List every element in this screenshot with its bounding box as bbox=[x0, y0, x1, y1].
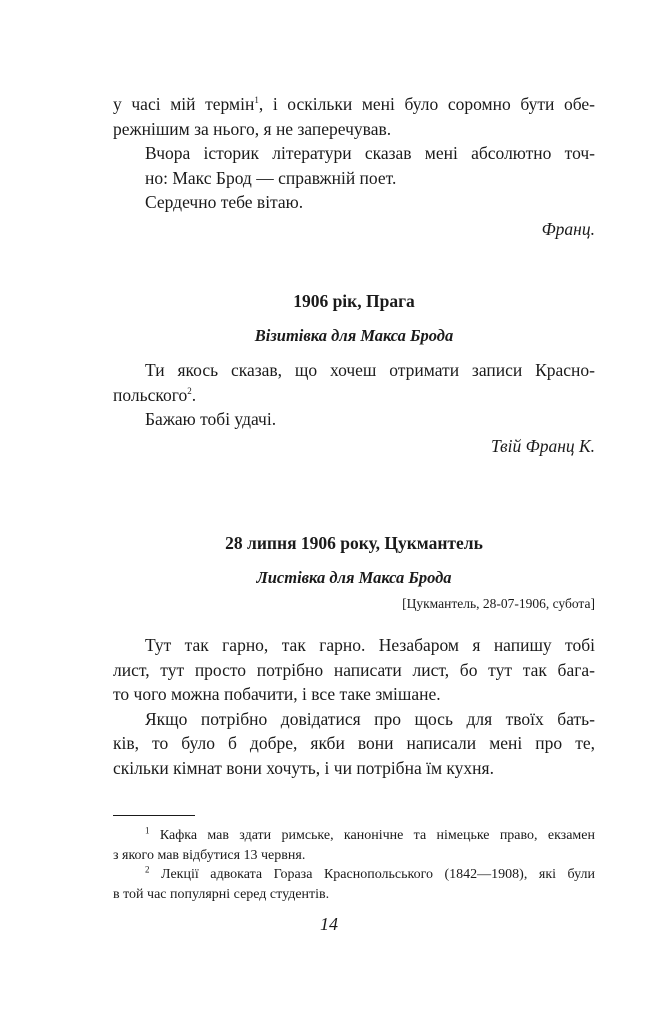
text-line bbox=[113, 92, 595, 117]
letter-subheading: Листівка для Макса Брода bbox=[256, 568, 452, 587]
text-line: скільки кімнат вони хочуть, і чи потрібна їм кухня. bbox=[113, 757, 494, 778]
text-line: режнішим за нього, я не заперечував. bbox=[113, 118, 392, 139]
text-line bbox=[113, 865, 595, 885]
text-line: Вчора історик літератури сказав мені абсолютно точ- bbox=[145, 143, 595, 163]
footnote-number: 1 bbox=[145, 825, 150, 836]
footnote-number: 2 bbox=[145, 864, 150, 875]
text-line: но: Макс Брод — справжній поет. bbox=[145, 167, 397, 188]
footnote-divider bbox=[113, 815, 195, 816]
footnote-ref: 1 bbox=[254, 95, 259, 106]
paragraph bbox=[113, 707, 595, 781]
text-line: то чого можна побачити, і все таке змішане. bbox=[113, 684, 441, 704]
paragraph bbox=[113, 92, 595, 141]
text-line bbox=[113, 383, 595, 408]
letter-heading: 1906 рік, Прага bbox=[293, 291, 415, 311]
text-fragment: , і оскільки мені було соромно бути обе- bbox=[258, 94, 595, 114]
text-fragment: Лекції адвоката Гораза Краснопольського (1842—1908), які були bbox=[161, 867, 596, 882]
page-number: 14 bbox=[320, 914, 338, 934]
page-body bbox=[113, 92, 595, 780]
footnote bbox=[113, 865, 595, 904]
text-fragment: польского bbox=[113, 384, 188, 405]
letter-subheading: Візитівка для Макса Брода bbox=[254, 326, 454, 345]
footnote-ref: 2 bbox=[187, 385, 192, 396]
paragraph: Бажаю тобі удачі. bbox=[145, 409, 277, 429]
paragraph: Сердечно тебе вітаю. bbox=[145, 192, 304, 212]
signature: Твій Франц К. bbox=[490, 435, 595, 456]
letter-heading: 28 липня 1906 року, Цукмантель bbox=[225, 533, 483, 553]
text-line bbox=[113, 826, 595, 846]
text-line: Якщо потрібно довідатися про щось для твоїх бать- bbox=[145, 708, 595, 729]
text-line: Тут так гарно, так гарно. Незабаром я напишу тобі bbox=[145, 635, 595, 655]
text-fragment: Кафка мав здати римське, канонічне та німецьке право, екзамен bbox=[159, 828, 595, 843]
footnotes bbox=[113, 826, 595, 904]
paragraph bbox=[113, 141, 595, 190]
dateline: [Цукмантель, 28-07-1906, субота] bbox=[402, 596, 595, 611]
text-line: в той час популярні серед студентів. bbox=[113, 886, 330, 902]
paragraph bbox=[113, 633, 595, 707]
text-fragment: . bbox=[191, 384, 197, 405]
text-line: Ти якось сказав, що хочеш отримати записи Красно- bbox=[145, 360, 595, 380]
text-line: ків, то було б добре, якби вони написали мені про те, bbox=[113, 733, 595, 753]
text-fragment: у часі мій термін bbox=[113, 94, 255, 114]
paragraph bbox=[113, 358, 595, 407]
text-line: лист, тут просто потрібно написати лист, бо тут так бага- bbox=[113, 659, 595, 680]
footnote bbox=[113, 826, 595, 865]
signature: Франц. bbox=[541, 218, 595, 239]
text-line: з якого мав відбутися 13 червня. bbox=[113, 847, 306, 863]
